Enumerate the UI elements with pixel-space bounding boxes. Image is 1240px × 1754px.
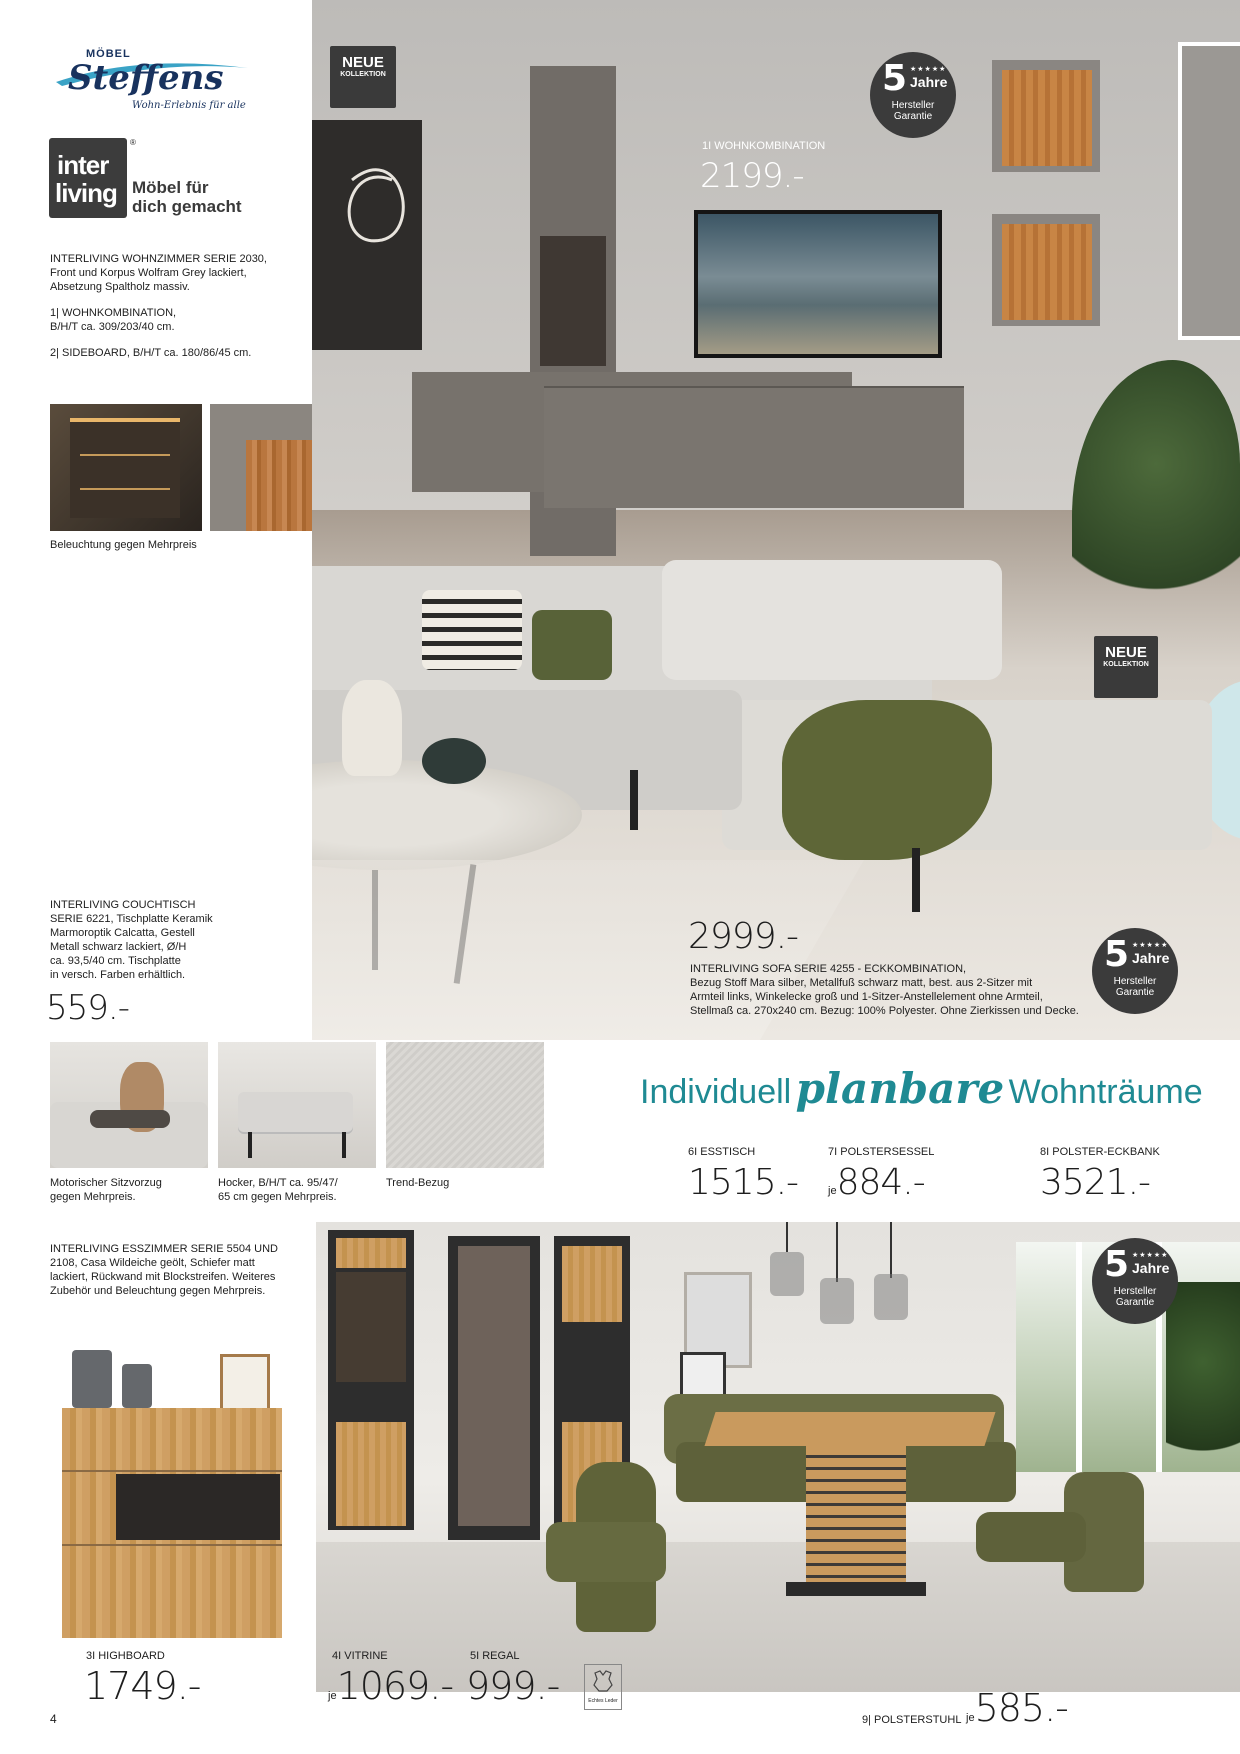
garantie-1-years: 5 bbox=[882, 58, 908, 99]
garantie-2-line1: Hersteller bbox=[1113, 976, 1157, 987]
wohnzimmer-item2: 2| SIDEBOARD, B/H/T ca. 180/86/45 cm. bbox=[50, 347, 252, 359]
interliving-logo bbox=[49, 138, 127, 218]
couchtisch-description bbox=[50, 898, 230, 982]
echtes-leder-text: Echtes Leder bbox=[588, 1698, 618, 1704]
price-esstisch bbox=[688, 1146, 798, 1203]
garantie-3-years: 5 bbox=[1104, 1244, 1130, 1285]
sofa-description bbox=[690, 962, 1110, 1018]
garantie-3-stars: ★★★★★ bbox=[1132, 1252, 1169, 1259]
price-eckbank bbox=[1040, 1146, 1160, 1203]
couchtisch-line-5: ca. 93,5/40 cm. Tischplatte bbox=[50, 955, 181, 967]
couchtisch-line-4: Metall schwarz lackiert, Ø/H bbox=[50, 941, 187, 953]
sofa-line-1: Bezug Stoff Mara silber, Metallfuß schwarz matt, best. aus 2-Sitzer mit bbox=[690, 977, 1033, 989]
slogan-line2: dich gemacht bbox=[132, 197, 242, 216]
garantie-1-stars: ★★★★★ bbox=[910, 66, 947, 73]
neu-badge-1-line2: KOLLEKTION bbox=[340, 71, 386, 78]
wohnzimmer-item1-a: 1| WOHNKOMBINATION, bbox=[50, 307, 177, 319]
garantie-3-line1: Hersteller bbox=[1113, 1286, 1157, 1297]
headline-word1: Individuell bbox=[640, 1073, 792, 1111]
wohnzimmer-desc-2: Absetzung Spaltholz massiv. bbox=[50, 281, 190, 293]
couchtisch-line-2: SERIE 6221, Tischplatte Keramik bbox=[50, 913, 213, 925]
wohnkombination-price: 2199.- bbox=[700, 156, 804, 196]
interliving-slogan bbox=[132, 178, 242, 216]
vitrine-je: je bbox=[328, 1690, 337, 1702]
eckbank-price: 3521.- bbox=[1040, 1162, 1151, 1203]
caption-motor-line1: Motorischer Sitzvorzug bbox=[50, 1177, 162, 1189]
couchtisch-price: 559.- bbox=[46, 988, 129, 1028]
interliving-logo-line2: living bbox=[55, 178, 117, 208]
vitrine-label: 4I VITRINE bbox=[332, 1650, 388, 1662]
wohnzimmer-title: INTERLIVING WOHNZIMMER SERIE 2030, bbox=[50, 253, 267, 265]
photo-vitrine-lighting bbox=[50, 404, 202, 531]
garantie-1-line1: Hersteller bbox=[891, 100, 935, 111]
vitrine-price: 1069.- bbox=[336, 1664, 454, 1708]
garantie-3-jahre: Jahre bbox=[1132, 1260, 1170, 1276]
neu-kollektion-badge-1 bbox=[330, 46, 396, 108]
caption-hocker-line2: 65 cm gegen Mehrpreis. bbox=[218, 1191, 337, 1203]
garantie-2-jahre: Jahre bbox=[1132, 950, 1170, 966]
art-swirl-graphic bbox=[312, 120, 422, 350]
price-polstersessel bbox=[828, 1146, 934, 1203]
regal-label: 5I REGAL bbox=[470, 1650, 520, 1662]
sofa-line-2: Armteil links, Winkelecke groß und 1-Sitzer-Anstellelement ohne Armteil, bbox=[690, 991, 1043, 1003]
garantie-3-line2: Garantie bbox=[1115, 1297, 1155, 1308]
esszimmer-line-1: INTERLIVING ESSZIMMER SERIE 5504 UND bbox=[50, 1243, 278, 1255]
wohnzimmer-description bbox=[50, 252, 290, 360]
headline-word2: planbare bbox=[795, 1064, 1005, 1113]
esstisch-label: 6I ESSTISCH bbox=[688, 1146, 756, 1158]
logo-top: MÖBEL bbox=[86, 48, 131, 60]
garantie-2-line2: Garantie bbox=[1115, 987, 1155, 998]
sofa-price: 2999.- bbox=[688, 916, 799, 957]
garantie-2-stars: ★★★★★ bbox=[1132, 942, 1169, 949]
leather-hide-icon bbox=[591, 1669, 615, 1693]
stuhl-je: je bbox=[966, 1712, 975, 1724]
wohnkombination-label: 1I WOHNKOMBINATION bbox=[702, 140, 826, 152]
photo-trend-fabric bbox=[386, 1042, 544, 1168]
regal-price: 999.- bbox=[466, 1664, 560, 1708]
highboard-label: 3I HIGHBOARD bbox=[86, 1650, 165, 1662]
headline-word3: Wohnträume bbox=[1008, 1073, 1203, 1111]
highboard-price: 1749.- bbox=[84, 1664, 201, 1708]
stuhl-price: 585.- bbox=[974, 1686, 1068, 1730]
eckbank-label: 8I POLSTER-ECKBANK bbox=[1040, 1146, 1160, 1158]
garantie-1-jahre: Jahre bbox=[910, 74, 948, 90]
wohnzimmer-desc-1: Front und Korpus Wolfram Grey lackiert, bbox=[50, 267, 247, 279]
photo-highboard bbox=[60, 1350, 292, 1640]
photo-hocker bbox=[218, 1042, 376, 1168]
neu-badge-1-line1: NEUE bbox=[342, 54, 384, 71]
caption-trend: Trend-Bezug bbox=[386, 1177, 450, 1189]
headline bbox=[640, 1064, 1203, 1113]
lighting-caption: Beleuchtung gegen Mehrpreis bbox=[50, 539, 197, 551]
caption-motor-line2: gegen Mehrpreis. bbox=[50, 1191, 136, 1203]
esszimmer-line-3: lackiert, Rückwand mit Blockstreifen. Weiteres bbox=[50, 1271, 276, 1283]
photo-motorized-seat bbox=[50, 1042, 208, 1168]
garantie-1-line2: Garantie bbox=[893, 111, 933, 122]
couchtisch-line-1: INTERLIVING COUCHTISCH bbox=[50, 899, 196, 911]
wohnzimmer-item1-b: B/H/T ca. 309/203/40 cm. bbox=[50, 321, 175, 333]
interliving-logo-line1: inter bbox=[57, 150, 109, 180]
sofa-line-3: Stellmaß ca. 270x240 cm. Bezug: 100% Polyester. Ohne Zierkissen und Decke. bbox=[690, 1005, 1079, 1017]
steffens-logo bbox=[48, 46, 258, 116]
vitrine-price-group bbox=[328, 1664, 453, 1708]
slogan-line1: Möbel für bbox=[132, 178, 209, 197]
neu-badge-2-line2: KOLLEKTION bbox=[1103, 661, 1149, 668]
sofa-title: INTERLIVING SOFA SERIE 4255 - ECKKOMBINATION, bbox=[690, 963, 967, 975]
polstersessel-label: 7I POLSTERSESSEL bbox=[828, 1146, 935, 1158]
couchtisch-line-6: in versch. Farben erhältlich. bbox=[50, 969, 186, 981]
esszimmer-line-2: 2108, Casa Wildeiche geölt, Schiefer matt bbox=[50, 1257, 255, 1269]
esszimmer-line-4: Zubehör und Beleuchtung gegen Mehrpreis. bbox=[50, 1285, 266, 1297]
polstersessel-je: je bbox=[828, 1185, 837, 1197]
stuhl-price-group bbox=[966, 1686, 1068, 1730]
couchtisch-line-3: Marmoroptik Calcatta, Gestell bbox=[50, 927, 195, 939]
garantie-badge-1 bbox=[870, 52, 956, 138]
esszimmer-description bbox=[50, 1242, 300, 1298]
registered-mark: ® bbox=[130, 138, 136, 147]
logo-name: Steffens bbox=[68, 58, 224, 98]
garantie-badge-3 bbox=[1092, 1238, 1178, 1324]
neu-badge-2-line1: NEUE bbox=[1105, 644, 1147, 661]
garantie-2-years: 5 bbox=[1104, 934, 1130, 975]
esstisch-price: 1515.- bbox=[688, 1162, 799, 1203]
caption-hocker-line1: Hocker, B/H/T ca. 95/47/ bbox=[218, 1177, 338, 1189]
logo-tagline: Wohn-Erlebnis für alle bbox=[132, 100, 246, 111]
page-number: 4 bbox=[50, 1712, 57, 1726]
echtes-leder-mark bbox=[584, 1664, 622, 1710]
caption-motor bbox=[50, 1176, 162, 1204]
caption-hocker bbox=[218, 1176, 338, 1204]
stuhl-label: 9| POLSTERSTUHL bbox=[862, 1714, 962, 1726]
polstersessel-price: 884.- bbox=[836, 1162, 925, 1203]
neu-kollektion-badge-2 bbox=[1094, 636, 1158, 698]
